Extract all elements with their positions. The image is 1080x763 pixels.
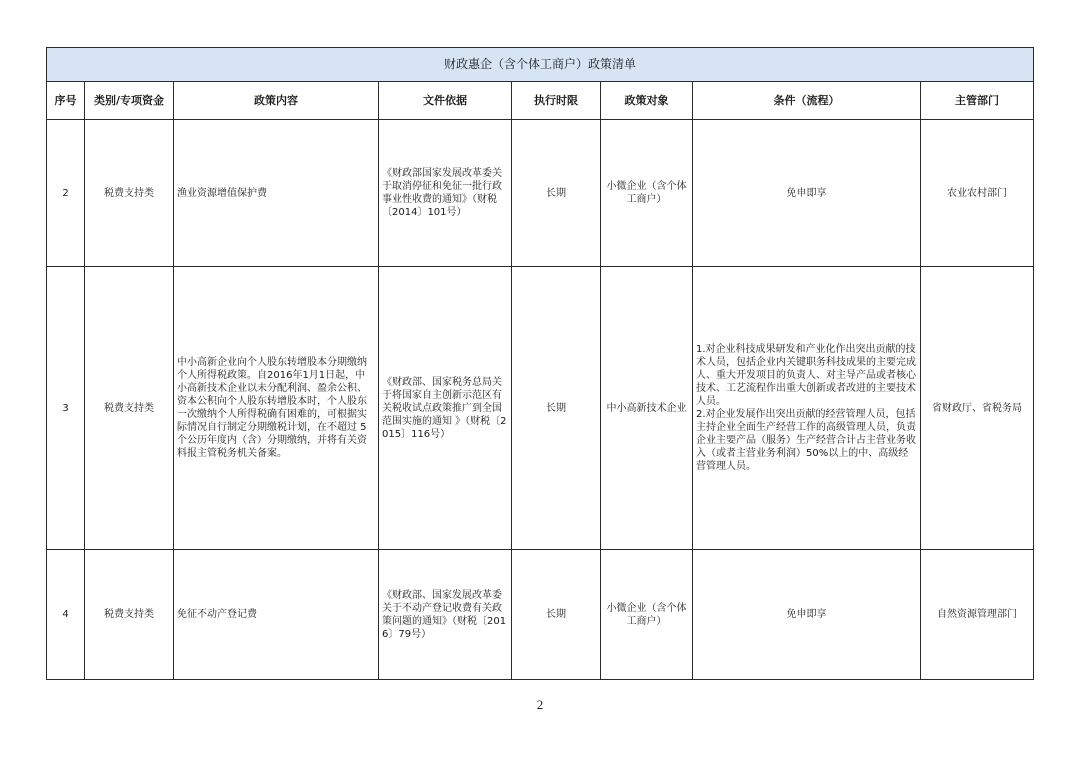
table-row xyxy=(47,120,1034,267)
cell-department: 省财政厅、省税务局 xyxy=(921,267,1034,550)
cell-no: 3 xyxy=(47,267,85,550)
cell-target: 中小高新技术企业 xyxy=(601,267,693,550)
header-no: 序号 xyxy=(47,82,85,120)
cell-conditions: 免申即享 xyxy=(693,120,921,267)
cell-conditions: 1.对企业科技成果研发和产业化作出突出贡献的技术人员，包括企业内关键职务科技成果的主要完成人、重大开发项目的负责人、对主导产品或者核心技术、工艺流程作出重大创新或者改进的主要技术人员。 2.对企业发展作出突出贡献的经营管理人员，包括主持企业全面生产经营工作的高级管理人员，负责企业主要产品（服务）生产经营合计占主营业务收入（或者主营业务利润）50%以上的中、高级经营管理人员。 xyxy=(693,267,921,550)
policy-table xyxy=(46,47,1034,680)
page-number: 2 xyxy=(536,697,544,712)
cell-basis: 《财政部、国家发展改革委关于不动产登记收费有关政策问题的通知》（财税〔2016〕79号） xyxy=(379,550,512,680)
header-target: 政策对象 xyxy=(601,82,693,120)
cell-category: 税费支持类 xyxy=(85,120,174,267)
cell-content: 渔业资源增值保护费 xyxy=(174,120,379,267)
cell-category: 税费支持类 xyxy=(85,267,174,550)
header-basis: 文件依据 xyxy=(379,82,512,120)
cell-content: 中小高新企业向个人股东转增股本分期缴纳个人所得税政策。自2016年1月1日起，中小高新技术企业以未分配利润、盈余公积、资本公积向个人股东转增股本时，个人股东一次缴纳个人所得税确有困难的，可根据实际情况自行制定分期缴税计划，在不超过 5 个公历年度内（含）分期缴纳，并将有关资料报主管税务机关备案。 xyxy=(174,267,379,550)
cell-period: 长期 xyxy=(512,267,601,550)
cell-category: 税费支持类 xyxy=(85,550,174,680)
cell-basis: 《财政部、国家税务总局关于将国家自主创新示范区有关税收试点政策推广到全国范围实施的通知 》（财税〔2015〕116号） xyxy=(379,267,512,550)
header-content: 政策内容 xyxy=(174,82,379,120)
cell-department: 自然资源管理部门 xyxy=(921,550,1034,680)
cell-basis: 《财政部国家发展改革委关于取消停征和免征一批行政事业性收费的通知》（财税〔2014〕101号） xyxy=(379,120,512,267)
cell-target: 小微企业（含个体工商户） xyxy=(601,120,693,267)
header-department: 主管部门 xyxy=(921,82,1034,120)
cell-period: 长期 xyxy=(512,550,601,680)
cell-no: 4 xyxy=(47,550,85,680)
table-row xyxy=(47,267,1034,550)
header-conditions: 条件（流程） xyxy=(693,82,921,120)
cell-conditions: 免申即享 xyxy=(693,550,921,680)
header-category: 类别/专项资金 xyxy=(85,82,174,120)
cell-content: 免征不动产登记费 xyxy=(174,550,379,680)
cell-no: 2 xyxy=(47,120,85,267)
table-row xyxy=(47,550,1034,680)
header-row xyxy=(47,82,1034,120)
header-period: 执行时限 xyxy=(512,82,601,120)
cell-target: 小微企业（含个体工商户） xyxy=(601,550,693,680)
table-title: 财政惠企（含个体工商户）政策清单 xyxy=(47,48,1034,82)
cell-department: 农业农村部门 xyxy=(921,120,1034,267)
cell-period: 长期 xyxy=(512,120,601,267)
